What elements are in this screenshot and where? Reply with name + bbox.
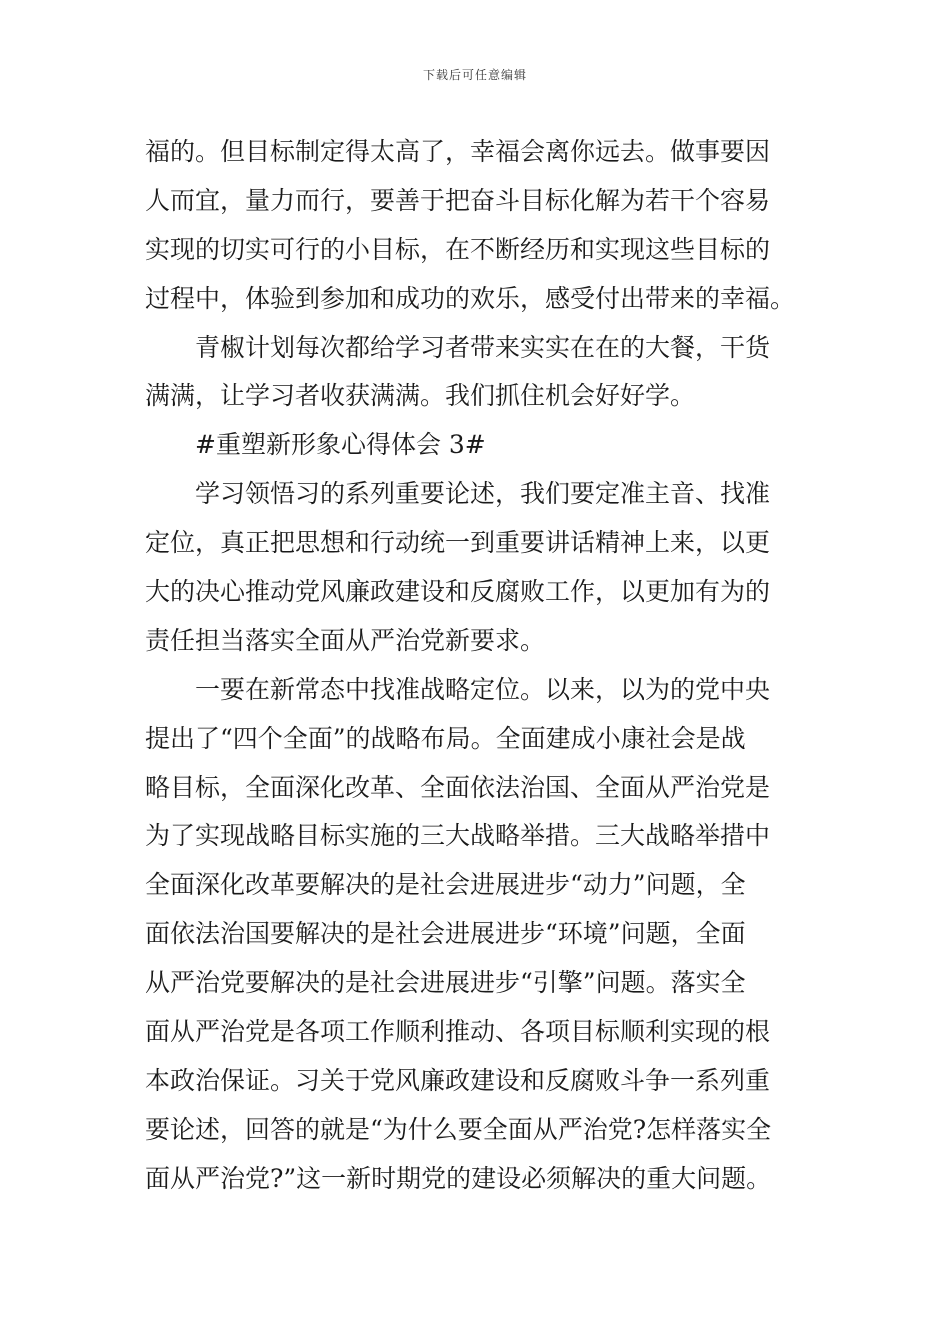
text-line: 从严治党要解决的是社会进展进步“引擎”问题。落实全 [145, 968, 746, 998]
text-line: 过程中，体验到参加和成功的欢乐，感受付出带来的幸福。 [145, 283, 796, 313]
document-body [145, 128, 810, 1204]
text-line: 青椒计划每次都给学习者带来实实在在的大餐，干货 [195, 332, 771, 362]
text-line: 福的。但目标制定得太高了，幸福会离你远去。做事要因 [145, 137, 771, 166]
text-line: 提出了“四个全面”的战略布局。全面建成小康社会是战 [145, 723, 746, 753]
text-line: 实现的切实可行的小目标，在不断经历和实现这些目标的 [145, 234, 771, 264]
text-line: 面从严治党是各项工作顺利推动、各项目标顺利实现的根 [145, 1017, 771, 1047]
text-line: 全面深化改革要解决的是社会进展进步“动力”问题，全 [145, 870, 746, 900]
text-line: 本政治保证。习关于党风廉政建设和反腐败斗争一系列重 [145, 1065, 771, 1095]
page-header: 下载后可任意编辑 [422, 68, 527, 82]
text-line: #重塑新形象心得体会 3# [195, 430, 486, 460]
text-line: 人而宜，量力而行，要善于把奋斗目标化解为若干个容易 [145, 185, 771, 215]
text-line: 要论述，回答的就是“为什么要全面从严治党?怎样落实全 [145, 1114, 772, 1144]
text-line: 满满，让学习者收获满满。我们抓住机会好好学。 [145, 381, 696, 411]
text-line: 学习领悟习的系列重要论述，我们要定准主音、找准 [195, 479, 771, 509]
text-line: 略目标，全面深化改革、全面依法治国、全面从严治党是 [145, 772, 771, 802]
text-line: 大的决心推动党风廉政建设和反腐败工作，以更加有为的 [145, 577, 771, 607]
text-line: 面依法治国要解决的是社会进展进步“环境”问题，全面 [145, 919, 746, 949]
text-line: 定位，真正把思想和行动统一到重要讲话精神上来，以更 [145, 528, 771, 558]
text-line: 为了实现战略目标实施的三大战略举措。三大战略举措中 [145, 821, 771, 851]
text-line: 一要在新常态中找准战略定位。以来，以为的党中央 [195, 674, 771, 704]
text-line: 面从严治党?”这一新时期党的建设必须解决的重大问题。 [145, 1163, 772, 1193]
text-line: 责任担当落实全面从严治党新要求。 [145, 625, 546, 655]
